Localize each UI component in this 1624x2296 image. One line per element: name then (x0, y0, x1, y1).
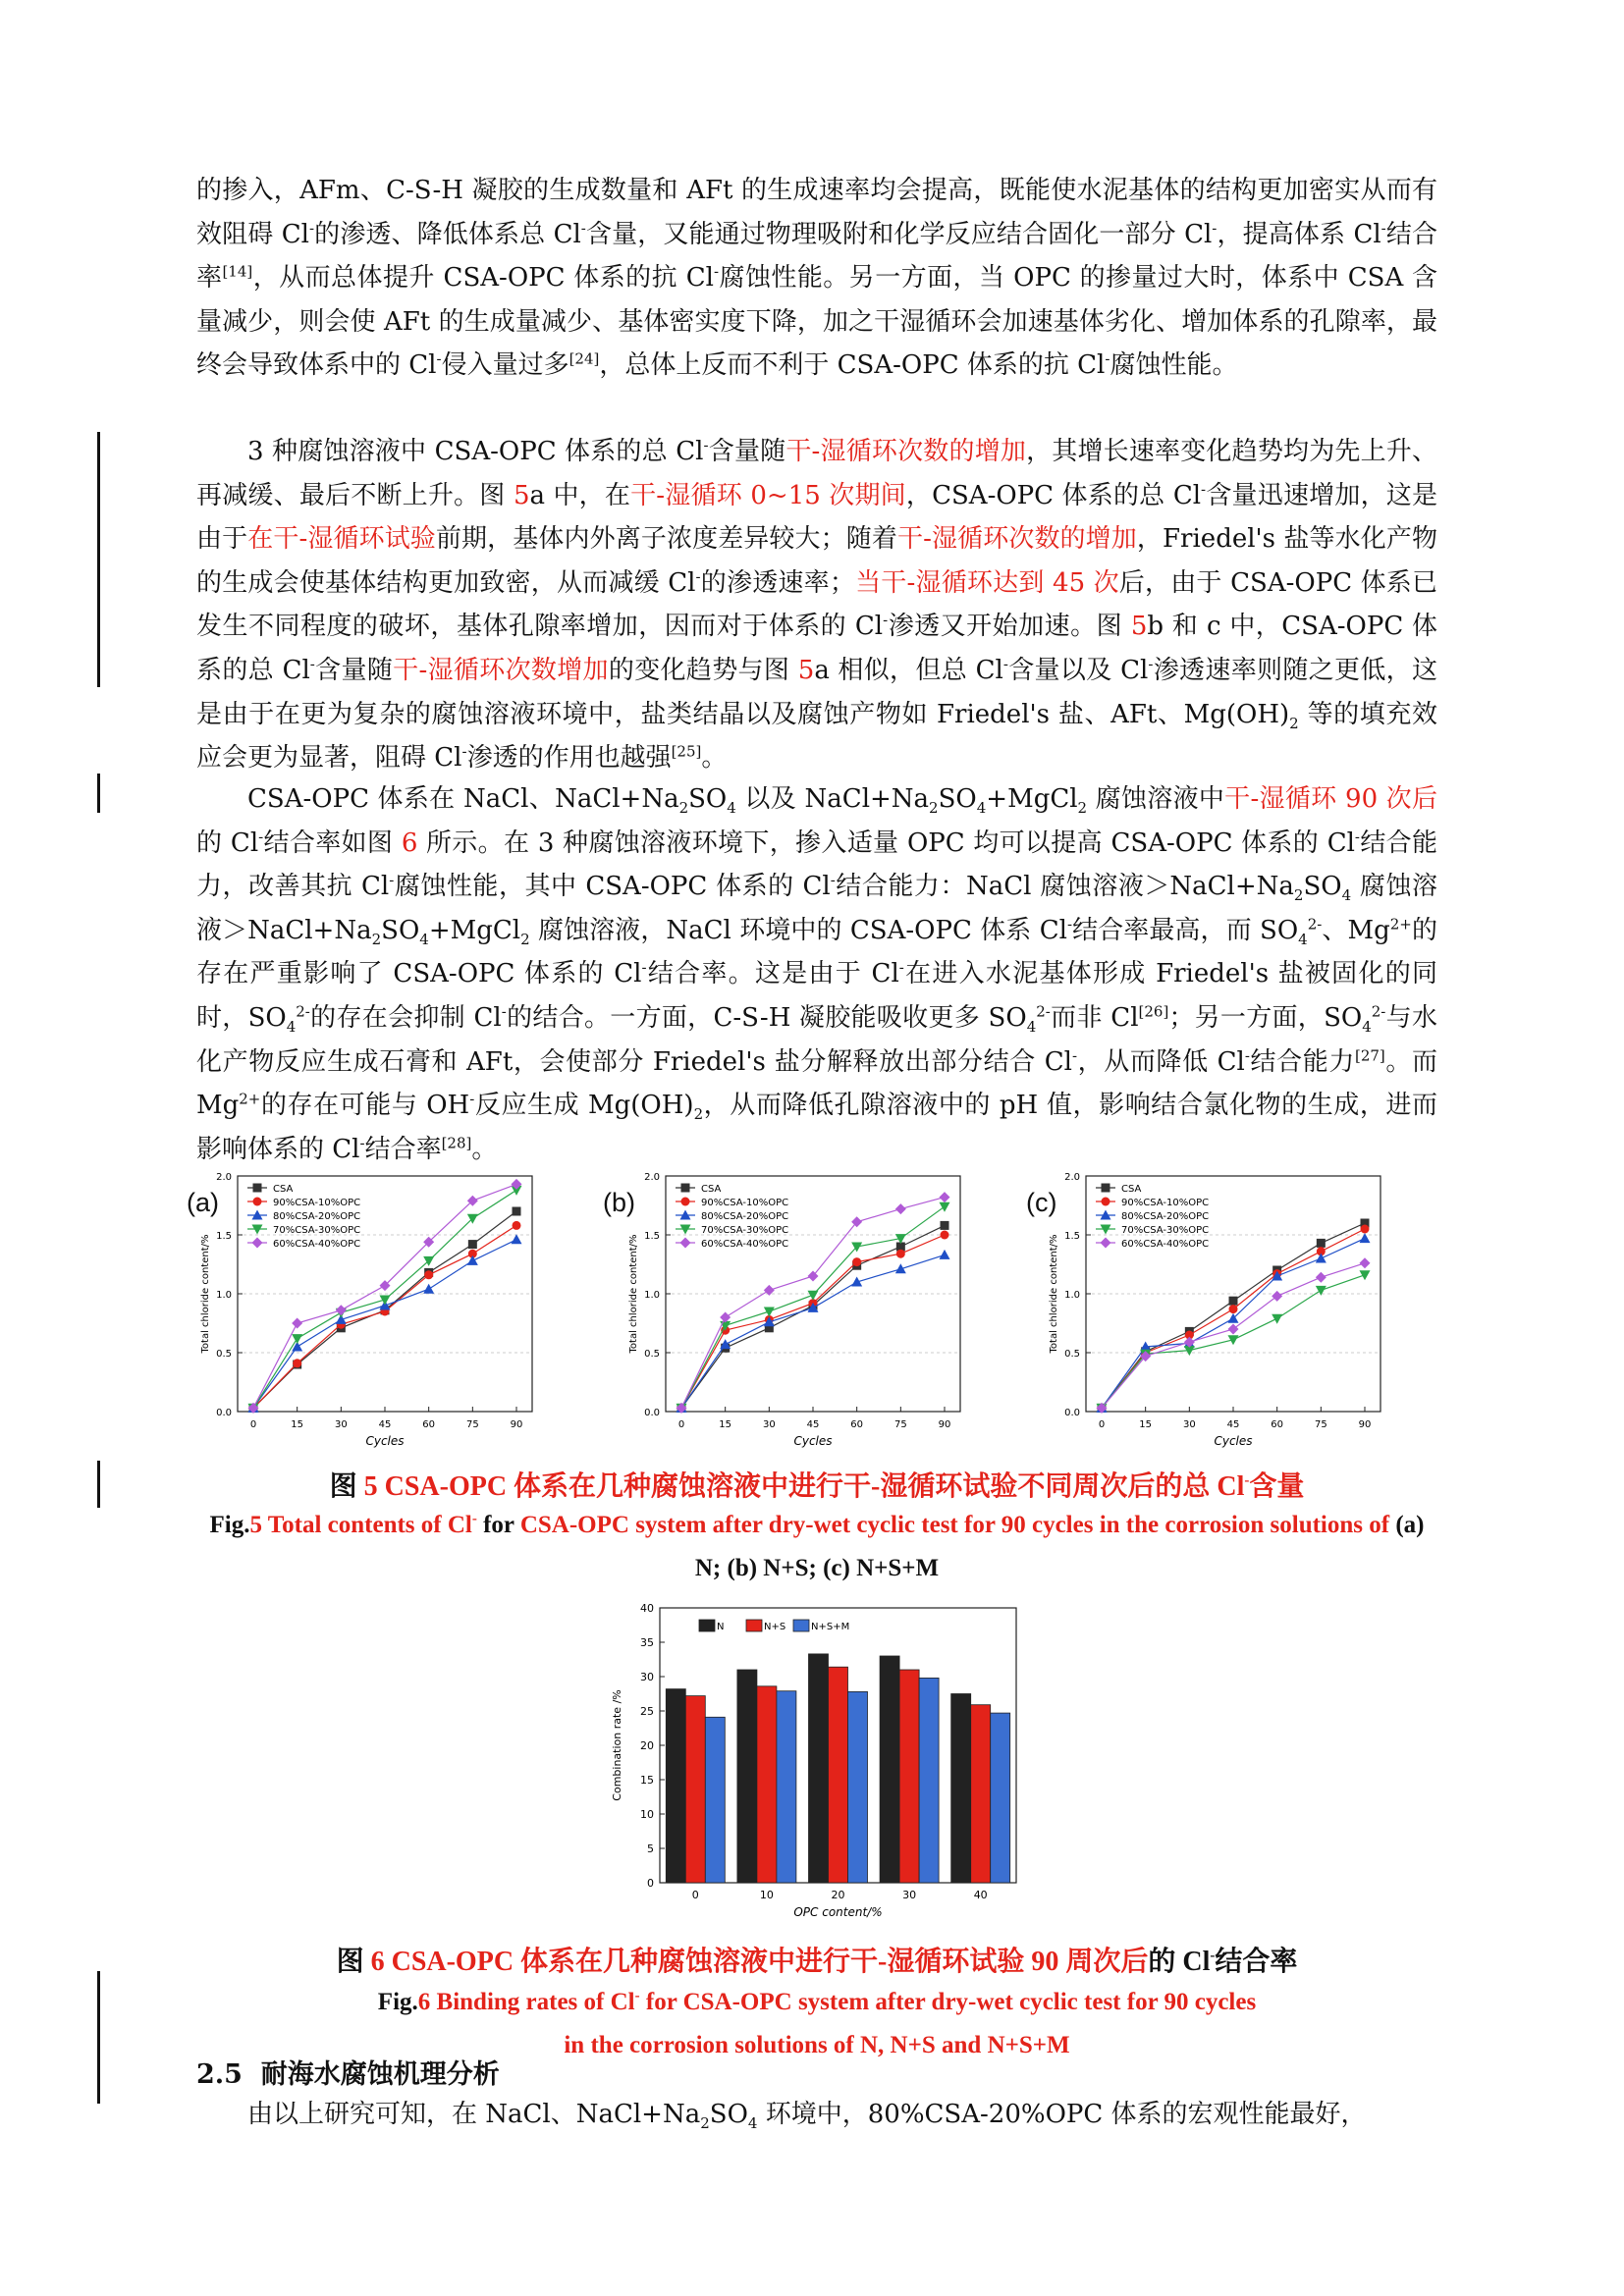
y-tick-label: 0.5 (644, 1349, 660, 1360)
bar (919, 1678, 939, 1883)
y-tick-label: 30 (640, 1671, 654, 1683)
x-tick-label: 60 (422, 1419, 436, 1430)
paragraph-4: 由以上研究可知，在 NaCl、$NaCl+Na_2SO_4$ 环境中，80%CSA-20%OPC 体系的宏观性能最好， (247, 2100, 1367, 2133)
x-tick-label: 0 (1098, 1419, 1106, 1430)
y-tick-label: 1.5 (1064, 1231, 1080, 1242)
y-tick-label: 0.5 (216, 1349, 232, 1360)
y-tick-label: 15 (640, 1774, 654, 1787)
fig6-chart (599, 1598, 1031, 1922)
margin-bar (97, 774, 100, 813)
y-tick-label: 20 (640, 1739, 654, 1752)
y-tick-label: 1.5 (216, 1231, 232, 1242)
y-tick-label: 0.0 (644, 1408, 660, 1418)
legend-swatch (746, 1620, 762, 1631)
series-line (253, 1225, 516, 1408)
x-tick-label: 20 (831, 1889, 845, 1901)
y-tick-label: 2.0 (644, 1172, 660, 1183)
margin-bar (97, 1971, 100, 2104)
legend-label: N+S+M (811, 1622, 850, 1632)
legend-label: 90%CSA-10%OPC (1121, 1198, 1210, 1208)
data-point (764, 1308, 775, 1317)
panel-label-c: (c) (1026, 1188, 1057, 1217)
x-tick-label: 0 (677, 1419, 685, 1430)
data-point (1316, 1254, 1326, 1263)
bar-chart (599, 1598, 1031, 1922)
data-point (1361, 1225, 1370, 1234)
data-point (292, 1334, 302, 1344)
y-tick-label: 0.0 (1064, 1408, 1080, 1418)
x-tick-label: 90 (510, 1419, 523, 1430)
y-tick-label: 1.0 (644, 1290, 660, 1301)
line-chart-c (1021, 1166, 1453, 1451)
legend-marker (1102, 1184, 1110, 1193)
data-point (1317, 1239, 1326, 1248)
data-point (292, 1318, 302, 1329)
x-tick-label: 90 (1358, 1419, 1372, 1430)
bar (991, 1713, 1010, 1883)
bar (685, 1696, 705, 1883)
fig5-panel-c (1021, 1166, 1453, 1451)
data-point (513, 1207, 521, 1216)
legend-marker (681, 1184, 690, 1193)
data-point (940, 1250, 950, 1259)
x-axis-label: Cycles (365, 1434, 405, 1448)
paragraph-2: 3 种腐蚀溶液中 CSA-OPC 体系的总 Cl-含量随干-湿循环次数的增加，其增长速率变化趋势均为先上升、再减缓、最后不断上升。图 5a 中，在干-湿循环 0~15 次期间，CSA-OPC 体系的总 Cl-含量迅速增加，这是由于在干-湿循环试验前期，基体内外离子浓度差异较大；随着干-湿循环次数的增加，Friedel's 盐等水化产物的生成会使基体结构更加致密，从而减缓 Cl-的渗透速率；当干-湿循环达到 45 次后，由于 CSA-OPC 体系已发生不同程度的破坏，基体孔隙率增加，因而对于体系的 Cl-渗透又开始加速。图 5b 和 c 中，CSA-OPC 体系的总 Cl-含量随干-湿循环次数增加的变化趋势与图 5a 相似，但总 Cl-含量以及 Cl-渗透速率则随之更低，这是由于在更为复杂的腐蚀溶液环境中，盐类结晶以及腐蚀产物如 Friedel's 盐、AFt、$Mg(OH)_2$ 等的填充效应会更为显著，阻碍 Cl-渗透的作用也越强[25]。 (196, 436, 1438, 774)
x-tick-label: 90 (938, 1419, 951, 1430)
legend-label: 90%CSA-10%OPC (273, 1198, 361, 1208)
y-tick-label: 0 (647, 1877, 654, 1890)
line-chart-b (603, 1166, 1045, 1451)
bar (899, 1670, 919, 1883)
data-point (941, 1221, 949, 1230)
margin-bar (97, 432, 100, 687)
panel-label-a: (a) (187, 1188, 219, 1217)
data-point (467, 1255, 478, 1265)
legend-marker (680, 1238, 691, 1249)
data-point (852, 1257, 861, 1266)
x-tick-label: 0 (691, 1889, 699, 1901)
bar (809, 1654, 829, 1883)
x-axis-label: OPC content/% (793, 1905, 883, 1919)
legend-label: 70%CSA-30%OPC (273, 1225, 361, 1236)
data-point (941, 1231, 949, 1240)
y-axis-label: Total chloride content/% (200, 1234, 211, 1354)
fig5-caption-en: Fig.5 Total contents of Cl- for CSA-OPC system after dry-wet cyclic test for 90 cycles in the corrosion solutions of (a) N; (b) N+S; (c) N+S+M (209, 1511, 1425, 1581)
data-point (851, 1277, 862, 1287)
x-tick-label: 15 (291, 1419, 304, 1430)
x-axis-label: Cycles (1214, 1434, 1253, 1448)
fig6-caption-cn: 图 6 CSA-OPC 体系在几种腐蚀溶液中进行干-湿循环试验 90 周次后的 Cl-结合率 (336, 1947, 1298, 1977)
legend-label: 80%CSA-20%OPC (701, 1211, 789, 1222)
data-point (896, 1250, 905, 1258)
bar (757, 1686, 777, 1883)
paragraph-3: CSA-OPC 体系在 NaCl、$NaCl+Na_2SO_4$ 以及 $NaCl+Na_2SO_4+MgCl_2$ 腐蚀溶液中干-湿循环 90 次后的 Cl-结合率如图 6 所示。在 3 种腐蚀溶液环境下，掺入适量 OPC 均可以提高 CSA-OPC 体系的 Cl-结合能力，改善其抗 Cl-腐蚀性能，其中 CSA-OPC 体系的 Cl-结合能力：NaCl 腐蚀溶液$>NaCl+Na_2SO_4$ 腐蚀溶液$>NaCl+Na_2SO_4+MgCl_2$ 腐蚀溶液，NaCl 环境中的 CSA-OPC 体系 Cl-结合率最高，而 $SO_4^{2-}$、$Mg^{2+}$的存在严重影响了 CSA-OPC 体系的 Cl-结合率。这是由于 Cl-在进入水泥基体形成 Friedel's 盐被固化的同时，$SO_4^{2-}$的存在会抑制 Cl-的结合。一方面，C-S-H 凝胶能吸收更多 $SO_4^{2-}$而非 Cl[26]；另一方面，$SO_4^{2-}$与水化产物反应生成石膏和 AFt，会使部分 Friedel's 盐分解释放出部分结合 Cl-，从而降低 Cl-结合能力[27]。而 $Mg^{2+}$的存在可能与 OH-反应生成 $Mg(OH)_2$，从而降低孔隙溶液中的 pH 值，影响结合氯化物的生成，进而影响体系的 Cl-结合率[28]。 (196, 784, 1437, 1164)
legend-swatch (793, 1620, 809, 1631)
legend-label: 70%CSA-30%OPC (1121, 1225, 1210, 1236)
x-tick-label: 60 (1271, 1419, 1284, 1430)
legend-label: 80%CSA-20%OPC (273, 1211, 361, 1222)
data-point (720, 1312, 731, 1323)
bar (951, 1694, 971, 1884)
y-axis-label: Total chloride content/% (1049, 1234, 1059, 1354)
x-tick-label: 30 (1182, 1419, 1196, 1430)
y-tick-label: 35 (640, 1636, 654, 1649)
data-point (895, 1203, 906, 1214)
x-tick-label: 75 (1314, 1419, 1327, 1430)
x-tick-label: 45 (378, 1419, 392, 1430)
legend-label: 70%CSA-30%OPC (701, 1225, 789, 1236)
x-axis-label: Cycles (793, 1434, 833, 1448)
bar (829, 1667, 848, 1883)
legend-label: CSA (701, 1184, 722, 1195)
y-tick-label: 40 (640, 1602, 654, 1615)
y-tick-label: 0.0 (216, 1408, 232, 1418)
x-tick-label: 30 (762, 1419, 776, 1430)
bar (880, 1656, 899, 1883)
legend-label: 60%CSA-40%OPC (1121, 1239, 1210, 1250)
data-point (336, 1305, 347, 1315)
x-tick-label: 15 (1139, 1419, 1153, 1430)
data-point (1316, 1272, 1326, 1283)
data-point (468, 1240, 477, 1249)
legend-marker (252, 1238, 263, 1249)
legend-label: 60%CSA-40%OPC (273, 1239, 361, 1250)
y-tick-label: 2.0 (216, 1172, 232, 1183)
x-tick-label: 0 (249, 1419, 257, 1430)
x-tick-label: 45 (806, 1419, 820, 1430)
bar (848, 1691, 868, 1883)
data-point (1272, 1291, 1282, 1302)
y-tick-label: 5 (647, 1842, 654, 1855)
fig6-caption-en: Fig.6 Binding rates of Cl- for CSA-OPC system after dry-wet cyclic test for 90 cycles in the corrosion solutions of N, N+S and N+S+M (377, 1988, 1257, 2058)
legend-label: CSA (273, 1184, 294, 1195)
bar (705, 1717, 725, 1883)
x-tick-label: 45 (1226, 1419, 1240, 1430)
legend-label: N+S (764, 1622, 786, 1632)
data-point (895, 1263, 906, 1273)
section-heading: 2.5 耐海水腐蚀机理分析 (196, 2059, 500, 2090)
x-tick-label: 75 (893, 1419, 907, 1430)
data-point (1228, 1324, 1239, 1335)
data-point (512, 1234, 522, 1244)
data-point (513, 1221, 521, 1230)
legend-marker (253, 1198, 262, 1206)
data-point (1360, 1257, 1371, 1268)
bar (971, 1705, 991, 1883)
data-point (1229, 1297, 1238, 1306)
data-point (940, 1202, 950, 1212)
x-tick-label: 30 (334, 1419, 348, 1430)
y-tick-label: 1.0 (216, 1290, 232, 1301)
x-tick-label: 30 (902, 1889, 917, 1901)
legend-swatch (699, 1620, 715, 1631)
paragraph-1: 的掺入，AFm、C-S-H 凝胶的生成数量和 AFt 的生成速率均会提高，既能使水泥基体的结构更加密实从而有效阻碍 Cl-的渗透、降低体系总 Cl-含量，又能通过物理吸附和化学反应结合固化一部分 Cl-，提高体系 Cl-结合率[14]，从而总体提升 CSA-OPC 体系的抗 Cl-腐蚀性能。另一方面，当 OPC 的掺量过大时，体系中 CSA 含量减少，则会使 AFt 的生成量减少、基体密实度下降，加之干湿循环会加速基体劣化、增加体系的孔隙率，最终会导致体系中的 Cl-侵入量过多[24]，总体上反而不利于 CSA-OPC 体系的抗 Cl-腐蚀性能。 (196, 176, 1437, 381)
legend-marker (1102, 1198, 1110, 1206)
line-chart-a (187, 1166, 599, 1451)
y-tick-label: 1.0 (1064, 1290, 1080, 1301)
data-point (940, 1192, 950, 1202)
y-tick-label: 2.0 (1064, 1172, 1080, 1183)
bar (666, 1689, 685, 1883)
y-axis-label: Combination rate /% (611, 1689, 623, 1801)
x-tick-label: 75 (465, 1419, 479, 1430)
legend-marker (1101, 1238, 1111, 1249)
x-tick-label: 60 (850, 1419, 864, 1430)
legend-label: 80%CSA-20%OPC (1121, 1211, 1210, 1222)
y-tick-label: 1.5 (644, 1231, 660, 1242)
bar (737, 1670, 757, 1883)
x-tick-label: 10 (759, 1889, 774, 1901)
data-point (293, 1359, 301, 1367)
legend-marker (681, 1198, 690, 1206)
data-point (1360, 1270, 1371, 1280)
series-line (1102, 1239, 1365, 1409)
legend-label: N (717, 1622, 725, 1632)
fig5-panel-b (603, 1166, 1045, 1451)
y-tick-label: 0.5 (1064, 1349, 1080, 1360)
data-point (1272, 1314, 1282, 1324)
panel-label-b: (b) (603, 1188, 635, 1217)
data-point (423, 1284, 434, 1294)
fig5-caption-cn: 图 5 CSA-OPC 体系在几种腐蚀溶液中进行干-湿循环试验不同周次后的总 Cl-含量 (329, 1471, 1305, 1502)
y-tick-label: 25 (640, 1705, 654, 1718)
x-tick-label: 15 (719, 1419, 732, 1430)
legend-label: 90%CSA-10%OPC (701, 1198, 789, 1208)
y-tick-label: 10 (640, 1808, 654, 1821)
legend-label: 60%CSA-40%OPC (701, 1239, 789, 1250)
x-tick-label: 40 (973, 1889, 988, 1901)
data-point (424, 1270, 433, 1279)
data-point (1360, 1233, 1371, 1243)
legend-marker (253, 1184, 262, 1193)
bar (777, 1691, 796, 1883)
fig5-panel-a (187, 1166, 599, 1451)
legend-label: CSA (1121, 1184, 1142, 1195)
y-axis-label: Total chloride content/% (628, 1234, 639, 1354)
margin-bar (97, 1461, 100, 1508)
data-point (1229, 1305, 1238, 1313)
